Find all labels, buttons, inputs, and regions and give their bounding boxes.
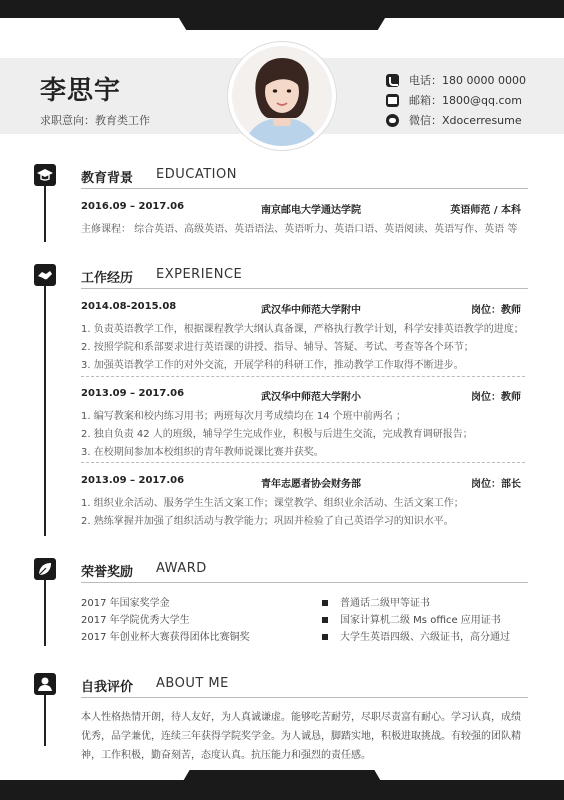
bottom-decor-tab <box>172 770 392 800</box>
bullet-square-icon <box>322 634 328 640</box>
top-decor-tab <box>168 0 396 30</box>
timeline-education <box>44 180 46 242</box>
award-title-en: AWARD <box>156 561 207 576</box>
job-role: 岗位：教师 <box>471 392 521 403</box>
contact-wechat <box>386 110 526 130</box>
certificate-item <box>322 628 510 643</box>
job-duty: 2. 熟练掌握并加强了组织活动与教学能力；巩固并检验了自己英语学习的知识水平。 <box>81 516 454 527</box>
education-row <box>81 201 521 216</box>
job-org: 武汉华中师范大学附小 <box>261 392 361 403</box>
award-item: 2017 年创业杯大赛获得团体比赛铜奖 <box>81 632 250 643</box>
job-period: 2013.09 – 2017.06 <box>81 388 185 399</box>
person-icon <box>34 673 56 695</box>
job-role: 岗位：教师 <box>471 305 521 316</box>
job-separator <box>81 462 525 463</box>
job-row <box>81 475 521 490</box>
bullet-square-icon <box>322 600 328 606</box>
timeline-about <box>44 690 46 746</box>
job-duty: 3. 在校期间参加本校组织的青年教师说课比赛并获奖。 <box>81 447 324 458</box>
experience-title: 工作经历 <box>81 271 134 286</box>
education-period: 2016.09 – 2017.06 <box>81 201 185 212</box>
about-divider <box>81 697 528 698</box>
contact-email <box>386 90 526 110</box>
certificate-text: 大学生英语四级、六级证书，高分通过 <box>340 632 510 643</box>
education-title-en: EDUCATION <box>156 167 237 182</box>
job-duty: 1. 编写教案和校内练习用书；两班每次月考成绩均在 14 个班中前两名 ； <box>81 411 406 422</box>
education-major: 英语师范 / 本科 <box>450 205 521 216</box>
about-title-en: ABOUT ME <box>156 676 229 691</box>
timeline-experience <box>44 280 46 536</box>
mail-icon <box>386 94 399 107</box>
wechat-text: 微信：Xdocerresume <box>409 114 522 127</box>
education-divider <box>81 188 528 189</box>
job-role: 岗位：部长 <box>471 479 521 490</box>
certificate-item <box>322 594 430 609</box>
about-text: 本人性格热情开朗，待人友好，为人真诚谦虚。能够吃苦耐劳，尽职尽责富有耐心。学习认真，成绩优秀，品学兼优，连续三年获得学院奖学金。为人诚恳，脚踏实地，积极进取挑战。有较强的团队精神，工作积极，勤奋刻苦，态度认真。抗压能力和强烈的责任感。 <box>81 712 521 761</box>
certificate-item <box>322 611 501 626</box>
contact-phone <box>386 70 526 90</box>
phone-text: 电话：180 0000 0000 <box>409 74 526 87</box>
candidate-name: 李思宇 <box>40 76 122 106</box>
experience-divider <box>81 288 528 289</box>
experience-title-en: EXPERIENCE <box>156 267 243 282</box>
about-title: 自我评价 <box>81 680 134 695</box>
wechat-icon <box>386 114 399 127</box>
award-item: 2017 年学院优秀大学生 <box>81 615 190 626</box>
job-duty: 2. 按照学院和系部要求进行英语课的讲授、指导、辅导、答疑、考试、考查等各个环节； <box>81 342 474 353</box>
job-duty: 1. 负责英语教学工作，根据课程教学大纲认真备课，严格执行教学计划，科学安排英语教学的进度； <box>81 324 524 335</box>
avatar <box>228 42 336 150</box>
award-item: 2017 年国家奖学金 <box>81 598 170 609</box>
job-duty: 3. 加强英语教学工作的对外交流，开展学科的科研工作，推动教学工作取得不断进步。 <box>81 360 464 371</box>
job-row <box>81 301 521 316</box>
contact-list <box>386 70 526 130</box>
job-duty: 1. 组织业余活动、服务学生生活文案工作；课堂教学、组织业余活动、生活文案工作； <box>81 498 464 509</box>
leaf-icon <box>34 558 56 580</box>
job-org: 武汉华中师范大学附中 <box>261 305 361 316</box>
certificate-text: 国家计算机二级 Ms office 应用证书 <box>340 615 501 626</box>
education-courses: 主修课程： 综合英语、高级英语、英语语法、英语听力、英语口语、英语阅读、英语写作、英语 等 <box>81 224 518 235</box>
portrait-photo <box>232 46 332 146</box>
award-title: 荣誉奖励 <box>81 565 134 580</box>
graduation-cap-icon <box>34 164 56 186</box>
timeline-award <box>44 574 46 646</box>
phone-icon <box>386 74 399 87</box>
handshake-icon <box>34 264 56 286</box>
award-divider <box>81 582 528 583</box>
education-title: 教育背景 <box>81 171 134 186</box>
job-duty: 2. 独自负责 42 人的班级，辅导学生完成作业，积极与后进生交流，完成教育调研报告； <box>81 429 473 440</box>
education-school: 南京邮电大学通达学院 <box>261 205 361 216</box>
bullet-square-icon <box>322 617 328 623</box>
job-period: 2013.09 – 2017.06 <box>81 475 185 486</box>
email-text: 邮箱：1800@qq.com <box>409 94 522 107</box>
job-intent: 求职意向：教育类工作 <box>40 114 150 127</box>
job-org: 青年志愿者协会财务部 <box>261 479 361 490</box>
job-separator <box>81 376 525 377</box>
certificate-text: 普通话二级甲等证书 <box>340 598 430 609</box>
job-row <box>81 388 521 403</box>
job-period: 2014.08-2015.08 <box>81 301 177 312</box>
